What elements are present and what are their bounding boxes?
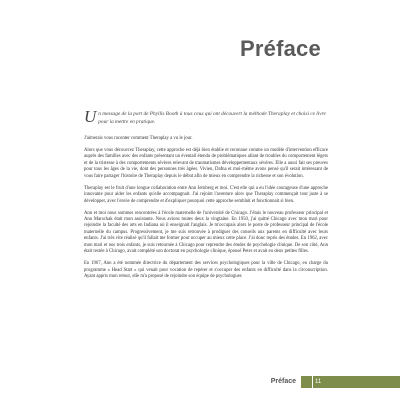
paragraph: Alors que vous découvrez Theraplay, cette approche est déjà bien établie et reconnue comme un modèle d'intervention efficace auprès des familles avec des enfants présentant un éventail étendu de problématiques allant de troubles du comportement légers et de la tristesse à des comportements sévères relevant de traumatismes développementaux sévères. Elle a aussi fait ses preuves pour tous les âges de la vie, dont des personnes très âgées. Vivien, Dafna et moi-même avons pensé qu'il serait intéressant de vous faire partager l'histoire de Theraplay depuis le début afin de mieux en comprendre la richesse et son évolution. [84,147,328,179]
footer-accent-bar [301,376,312,388]
intro-text: n message de la part de Phyllis Booth à tous ceux qui ont découvert la méthode Theraplay et choisi ce livre pour la mettre en pratique. [98,111,326,125]
intro-note [84,107,328,126]
page-number: 11 [313,376,400,388]
paragraph: En 1967, Ann a été nommée directrice du département des services psychologiques pour la ville de Chicago, en charge du programme « Head Start » qui venait pour vocation de repérer et s'occuper des enfants en difficulté dans la circonscription. Ayant appris mon retour, elle m'a proposé de rejoindre son équipe de psychologues [84,261,328,280]
paragraph: J'aimerais vous raconter comment Theraplay a vu le jour. [84,136,193,141]
running-footer-label: Préface [270,378,296,385]
paragraph: Ann et moi nous sommes rencontrées à l'école maternelle de l'université de Chicago. J'étais le nouveau professeur principal et Ann Marschak était mon assistante. Nous avions toutes deux la vingtaine. En 1950, j'ai quitté Chicago avec mon mari pour rejoindre la faculté des arts en Indiana où il enseignait l'anglais. Je m'occupais alors le poste de professeur principal de l'école maternelle du campus. Progressivement, je me suis retrouvée à prodiguer des conseils aux parents en difficulté avec leurs enfants. J'ai très vite réalisé qu'il fallait me former pour occuper au mieux cette place. J'ai donc repris des études. En 1962, avec mon mari et nos trois enfants, je suis retournée à Chicago pour reprendre des études de psychologie clinique. De son côté, Ann était restée à Chicago, avait complété son doctorat en psychologie clinique, épousé Peter et avait eu deux petites filles. [84,210,328,255]
page-title: Préface [240,36,321,61]
page-footer [0,376,400,390]
paragraph: Theraplay est le fruit d'une longue collaboration entre Ann Jernberg et moi. C'est elle qui a eu l'idée courageuse d'une approche innovante pour aider les enfants qu'elle accompagnait. J'ai rejoint l'aventure alors que Theraplay commençait tout juste à se développer, avec l'envie de comprendre et d'expliquer pourquoi cette approche semblait et fonctionnait si bien. [84,185,328,204]
drop-cap: U [84,107,97,126]
body-text [84,136,328,286]
